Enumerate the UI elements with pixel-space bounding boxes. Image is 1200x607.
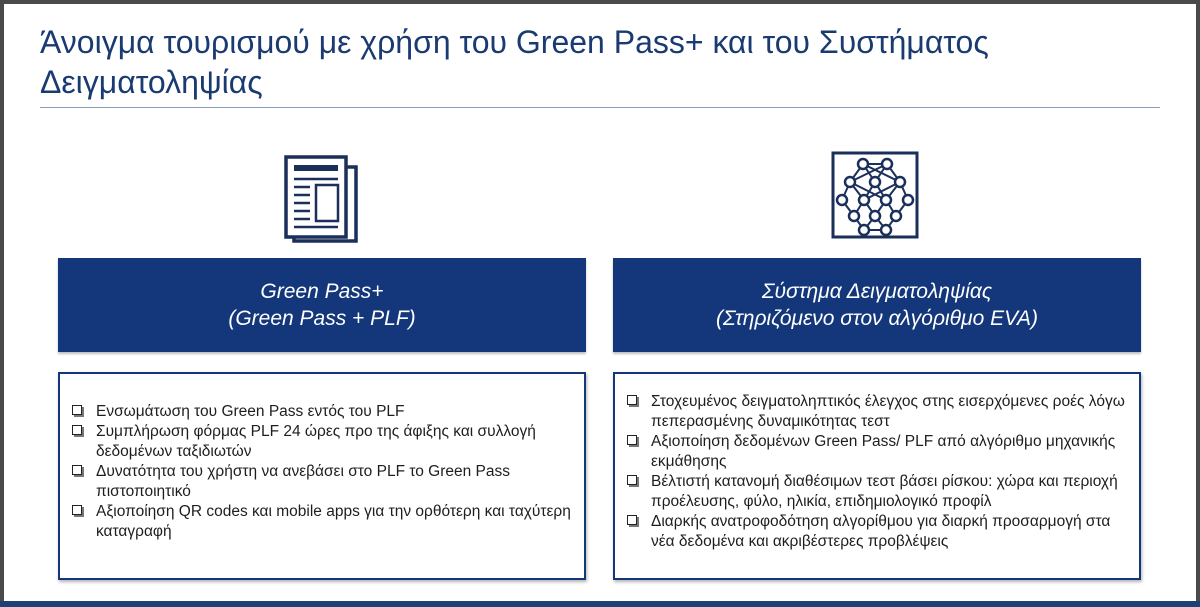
title-divider [40, 107, 1160, 108]
green-pass-feature-list [72, 402, 572, 542]
list-item: Αξιοποίηση δεδομένων Green Pass/ PLF από αλγόριθμο μηχανικής εκμάθησης [627, 432, 1127, 472]
neural-network-icon [830, 150, 920, 240]
checkbox-bullet-icon [627, 515, 637, 525]
slide-title: Άνοιγμα τουρισμού με χρήση του Green Pass+ και του Συστήματος Δειγματοληψίας [40, 24, 989, 100]
sampling-system-feature-list [627, 392, 1127, 552]
checkbox-bullet-icon [627, 395, 637, 405]
sampling-system-header-subtitle: (Στηριζόμενο στον αλγόριθμο EVA) [716, 307, 1038, 330]
green-pass-header [58, 258, 586, 352]
sampling-system-header [613, 258, 1141, 352]
footer-bar [0, 601, 1200, 607]
list-item: Στοχευμένος δειγματοληπτικός έλεγχος στης εισερχόμενες ροές λόγω πεπερασμένης δυναμικότητας τεστ [627, 392, 1127, 432]
checkbox-bullet-icon [72, 505, 82, 515]
newspaper-icon [272, 155, 362, 245]
list-item: Διαρκής ανατροφοδότηση αλγορίθμου για διαρκή προσαρμογή στα νέα δεδομένα και ακριβέστερες προβλέψεις [627, 512, 1127, 552]
list-item: Βέλτιστή κατανομή διαθέσιμων τεστ βάσει ρίσκου: χώρα και περιοχή προέλευσης, φύλο, ηλικία, επιδημιολογικό προφίλ [627, 472, 1127, 512]
green-pass-header-title: Green Pass+ [260, 280, 384, 303]
list-item: Ενσωμάτωση του Green Pass εντός του PLF [72, 402, 572, 422]
sampling-system-header-title: Σύστημα Δειγματοληψίας [761, 280, 993, 303]
checkbox-bullet-icon [72, 425, 82, 435]
list-item: Δυνατότητα του χρήστη να ανεβάσει στο PLF το Green Pass πιστοποιητικό [72, 462, 572, 502]
green-pass-features-box [58, 372, 586, 580]
checkbox-bullet-icon [627, 435, 637, 445]
sampling-system-features-box [613, 372, 1141, 580]
list-item: Συμπλήρωση φόρμας PLF 24 ώρες προ της άφιξης και συλλογή δεδομένων ταξιδιωτών [72, 422, 572, 462]
checkbox-bullet-icon [627, 475, 637, 485]
checkbox-bullet-icon [72, 465, 82, 475]
checkbox-bullet-icon [72, 405, 82, 415]
green-pass-header-subtitle: (Green Pass + PLF) [228, 307, 416, 330]
list-item: Αξιοποίηση QR codes και mobile apps για την ορθότερη και ταχύτερη καταγραφή [72, 502, 572, 542]
